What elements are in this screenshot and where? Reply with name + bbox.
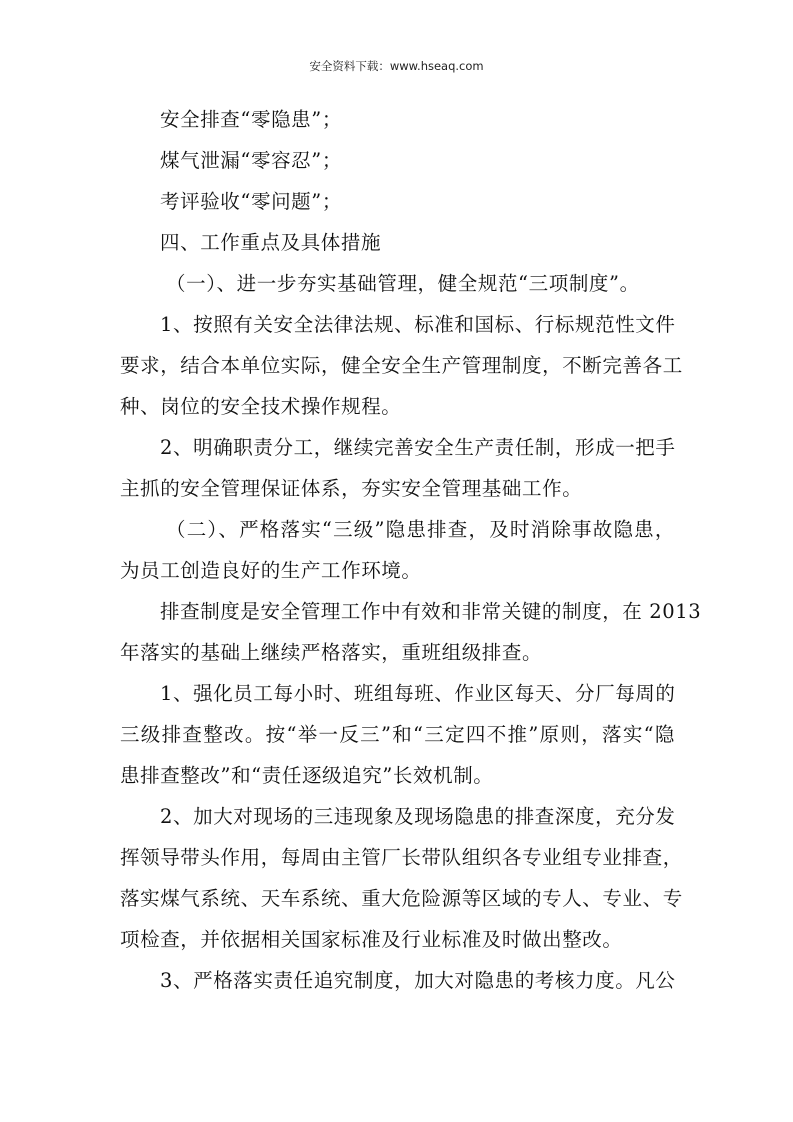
text-line-2: 煤气泄漏“零容忍”； [160,149,342,172]
text-line-22: 3、严格落实责任追究制度，加大对隐患的考核力度。凡公 [160,969,676,992]
text-line-17: 患排查整改”和“责任逐级追究”长效机制。 [120,764,494,787]
text-line-20: 落实煤气系统、天车系统、重大危险源等区域的专人、专业、专 [120,887,683,910]
subsection-heading-1: （一）、进一步夯实基础管理，健全规范“三项制度”。 [166,272,640,295]
page-header: 安全资料下载：www.hseaq.com [309,59,484,73]
text-line-18: 2、加大对现场的三违现象及现场隐患的排查深度，充分发 [160,805,676,828]
text-line-6: 1、按照有关安全法律法规、标准和国标、行标规范性文件 [160,313,676,336]
text-line-9: 2、明确职责分工，继续完善安全生产责任制，形成一把手 [160,436,676,459]
text-line-19: 挥领导带头作用，每周由主管厂长带队组织各专业组专业排查， [120,846,683,869]
text-line-16: 三级排查整改。按“举一反三”和“三定四不推”原则，落实“隐 [120,723,675,746]
document-body [120,99,702,1001]
text-line-10: 主抓的安全管理保证体系，夯实安全管理基础工作。 [120,477,583,500]
text-line-15: 1、强化员工每小时、班组每班、作业区每天、分厂每周的 [160,682,676,705]
subsection-heading-2: （二）、严格落实“三级”隐患排查，及时消除事故隐患， [166,518,675,541]
text-line-7: 要求，结合本单位实际，健全安全生产管理制度，不断完善各工 [120,354,683,377]
text-line-12: 为员工创造良好的生产工作环境。 [120,559,422,582]
text-line-1: 安全排查“零隐患”； [160,108,342,131]
text-line-8: 种、岗位的安全技术操作规程。 [120,395,402,418]
text-line-21: 项检查，并依据相关国家标准及行业标准及时做出整改。 [120,928,623,951]
text-line-14: 年落实的基础上继续严格落实，重班组级排查。 [120,641,543,664]
section-heading: 四、工作重点及具体措施 [160,231,382,254]
text-line-3: 考评验收“零问题”； [160,190,342,213]
text-line-13: 排查制度是安全管理工作中有效和非常关键的制度，在 2013 [160,600,702,623]
